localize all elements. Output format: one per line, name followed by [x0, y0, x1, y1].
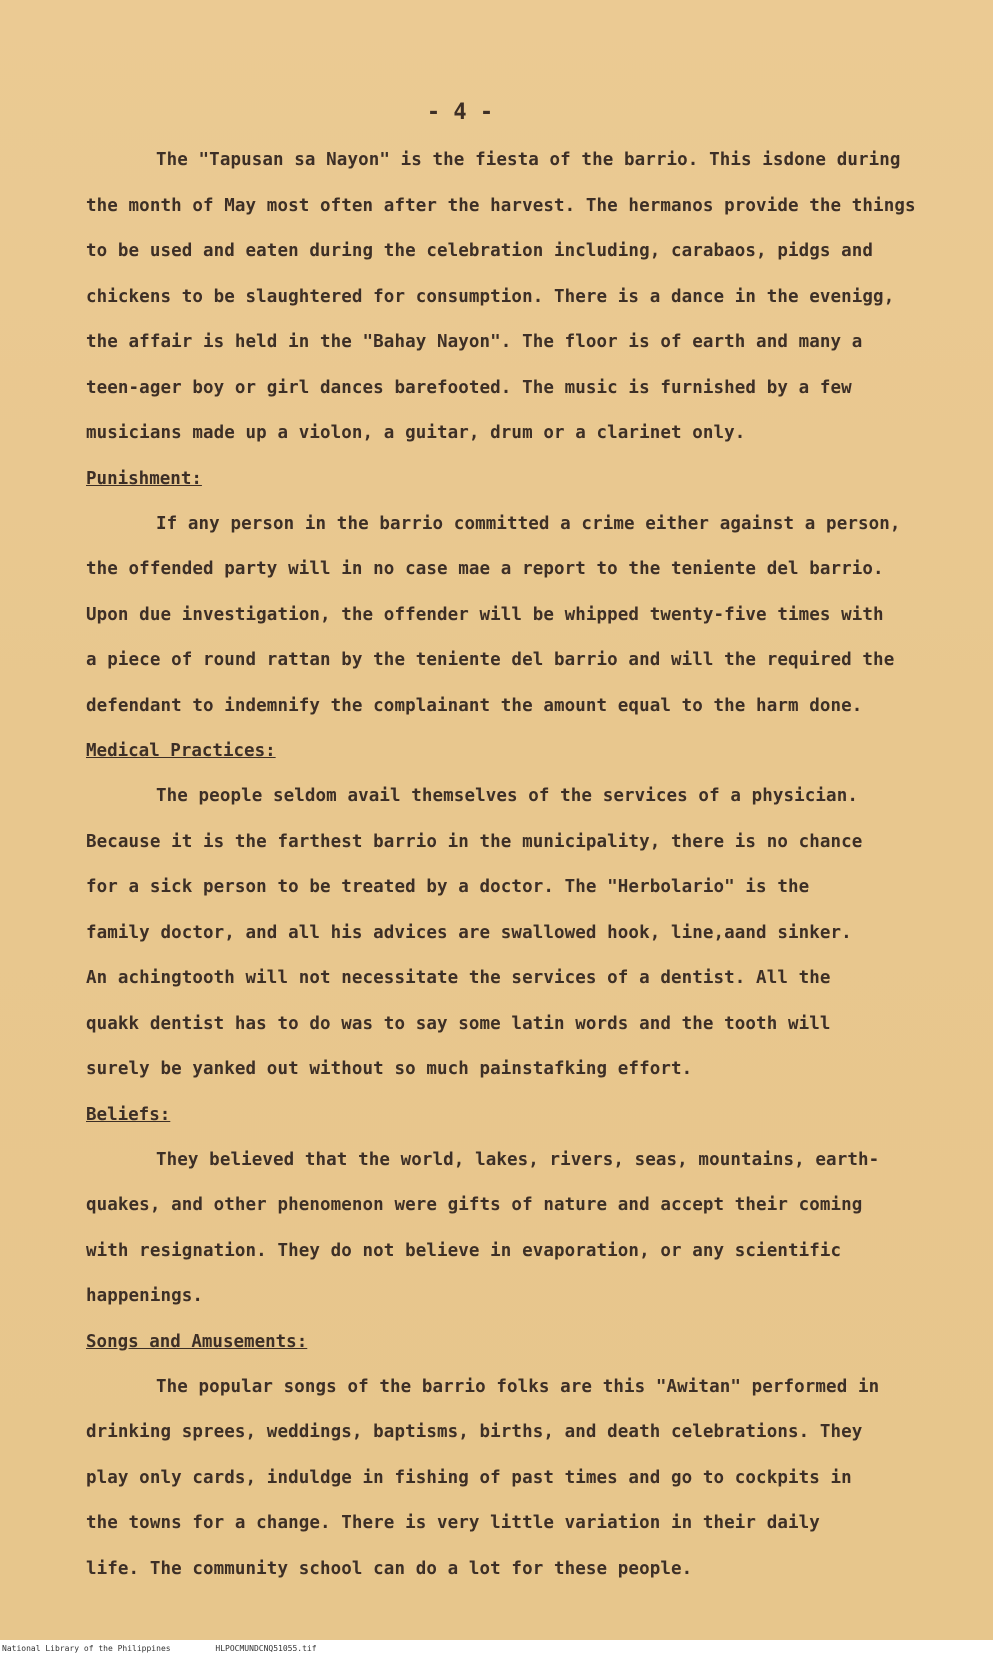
text-line: The people seldom avail themselves of the services of a physician. [156, 786, 858, 806]
text-line: They believed that the world, lakes, rivers, seas, mountains, earth- [156, 1149, 880, 1170]
text-line: play only cards, induldge in fishing of past times and go to cockpits in [86, 1467, 852, 1488]
text-line: family doctor, and all his advices are swallowed hook, line,aand sinker. [86, 922, 852, 943]
text-line: life. The community school can do a lot for these people. [86, 1558, 693, 1579]
text-line: If any person in the barrio committed a crime either against a person, [156, 513, 901, 534]
scan-footer [0, 1640, 993, 1658]
heading-punishment: Punishment: [86, 468, 202, 489]
text-line: Upon due investigation, the offender will be whipped twenty-five times with [86, 604, 884, 625]
text-line: the month of May most often after the harvest. The hermanos provide the things [86, 195, 916, 216]
text-line: An achingtooth will not necessitate the services of a dentist. All the [86, 968, 831, 988]
heading-beliefs: Beliefs: [86, 1104, 171, 1125]
footer-source: National Library of the Philippines [2, 1644, 171, 1653]
page-number: - 4 - [426, 100, 494, 125]
heading-medical-practices: Medical Practices: [86, 741, 276, 761]
text-line: teen-ager boy or girl dances barefooted. The music is furnished by a few [86, 377, 852, 398]
paragraph-medical-practices [86, 774, 926, 1093]
text-line: a piece of round rattan by the teniente del barrio and will the required the [86, 650, 895, 670]
text-line: musicians made up a violon, a guitar, drum or a clarinet only. [86, 423, 746, 443]
footer-file-code: HLPOCMUNDCNQ51055.tif [215, 1644, 317, 1653]
text-line: to be used and eaten during the celebration including, carabaos, pidgs and [86, 241, 874, 261]
text-line: quakes, and other phenomenon were gifts of nature and accept their coming [86, 1195, 863, 1215]
paragraph-beliefs [86, 1138, 926, 1320]
text-line: Because it is the farthest barrio in the municipality, there is no chance [86, 831, 863, 852]
text-line: happenings. [86, 1286, 203, 1306]
paragraph-punishment [86, 502, 926, 730]
text-line: the affair is held in the "Bahay Nayon". The floor is of earth and many a [86, 332, 863, 352]
text-line: the towns for a change. There is very little variation in their daily [86, 1513, 820, 1533]
text-line: The popular songs of the barrio folks are this "Awitan" performed in [156, 1376, 880, 1397]
document-body [86, 138, 926, 1592]
text-line: The "Tapusan sa Nayon" is the fiesta of the barrio. This isdone during [156, 150, 901, 170]
text-line: drinking sprees, weddings, baptisms, births, and death celebrations. They [86, 1422, 863, 1442]
text-line: with resignation. They do not believe in evaporation, or any scientific [86, 1240, 842, 1261]
text-line: chickens to be slaughtered for consumption. There is a dance in the evenigg, [86, 286, 895, 307]
text-line: defendant to indemnify the complainant the amount equal to the harm done. [86, 695, 863, 716]
heading-songs-and-amusements: Songs and Amusements: [86, 1331, 308, 1352]
paragraph-songs-and-amusements [86, 1365, 926, 1593]
paragraph-fiesta [86, 138, 926, 457]
text-line: for a sick person to be treated by a doctor. The "Herbolario" is the [86, 877, 810, 897]
text-line: quakk dentist has to do was to say some latin words and the tooth will [86, 1013, 831, 1034]
text-line: surely be yanked out without so much painstafking effort. [86, 1059, 693, 1079]
text-line: the offended party will in no case mae a report to the teniente del barrio. [86, 559, 884, 579]
